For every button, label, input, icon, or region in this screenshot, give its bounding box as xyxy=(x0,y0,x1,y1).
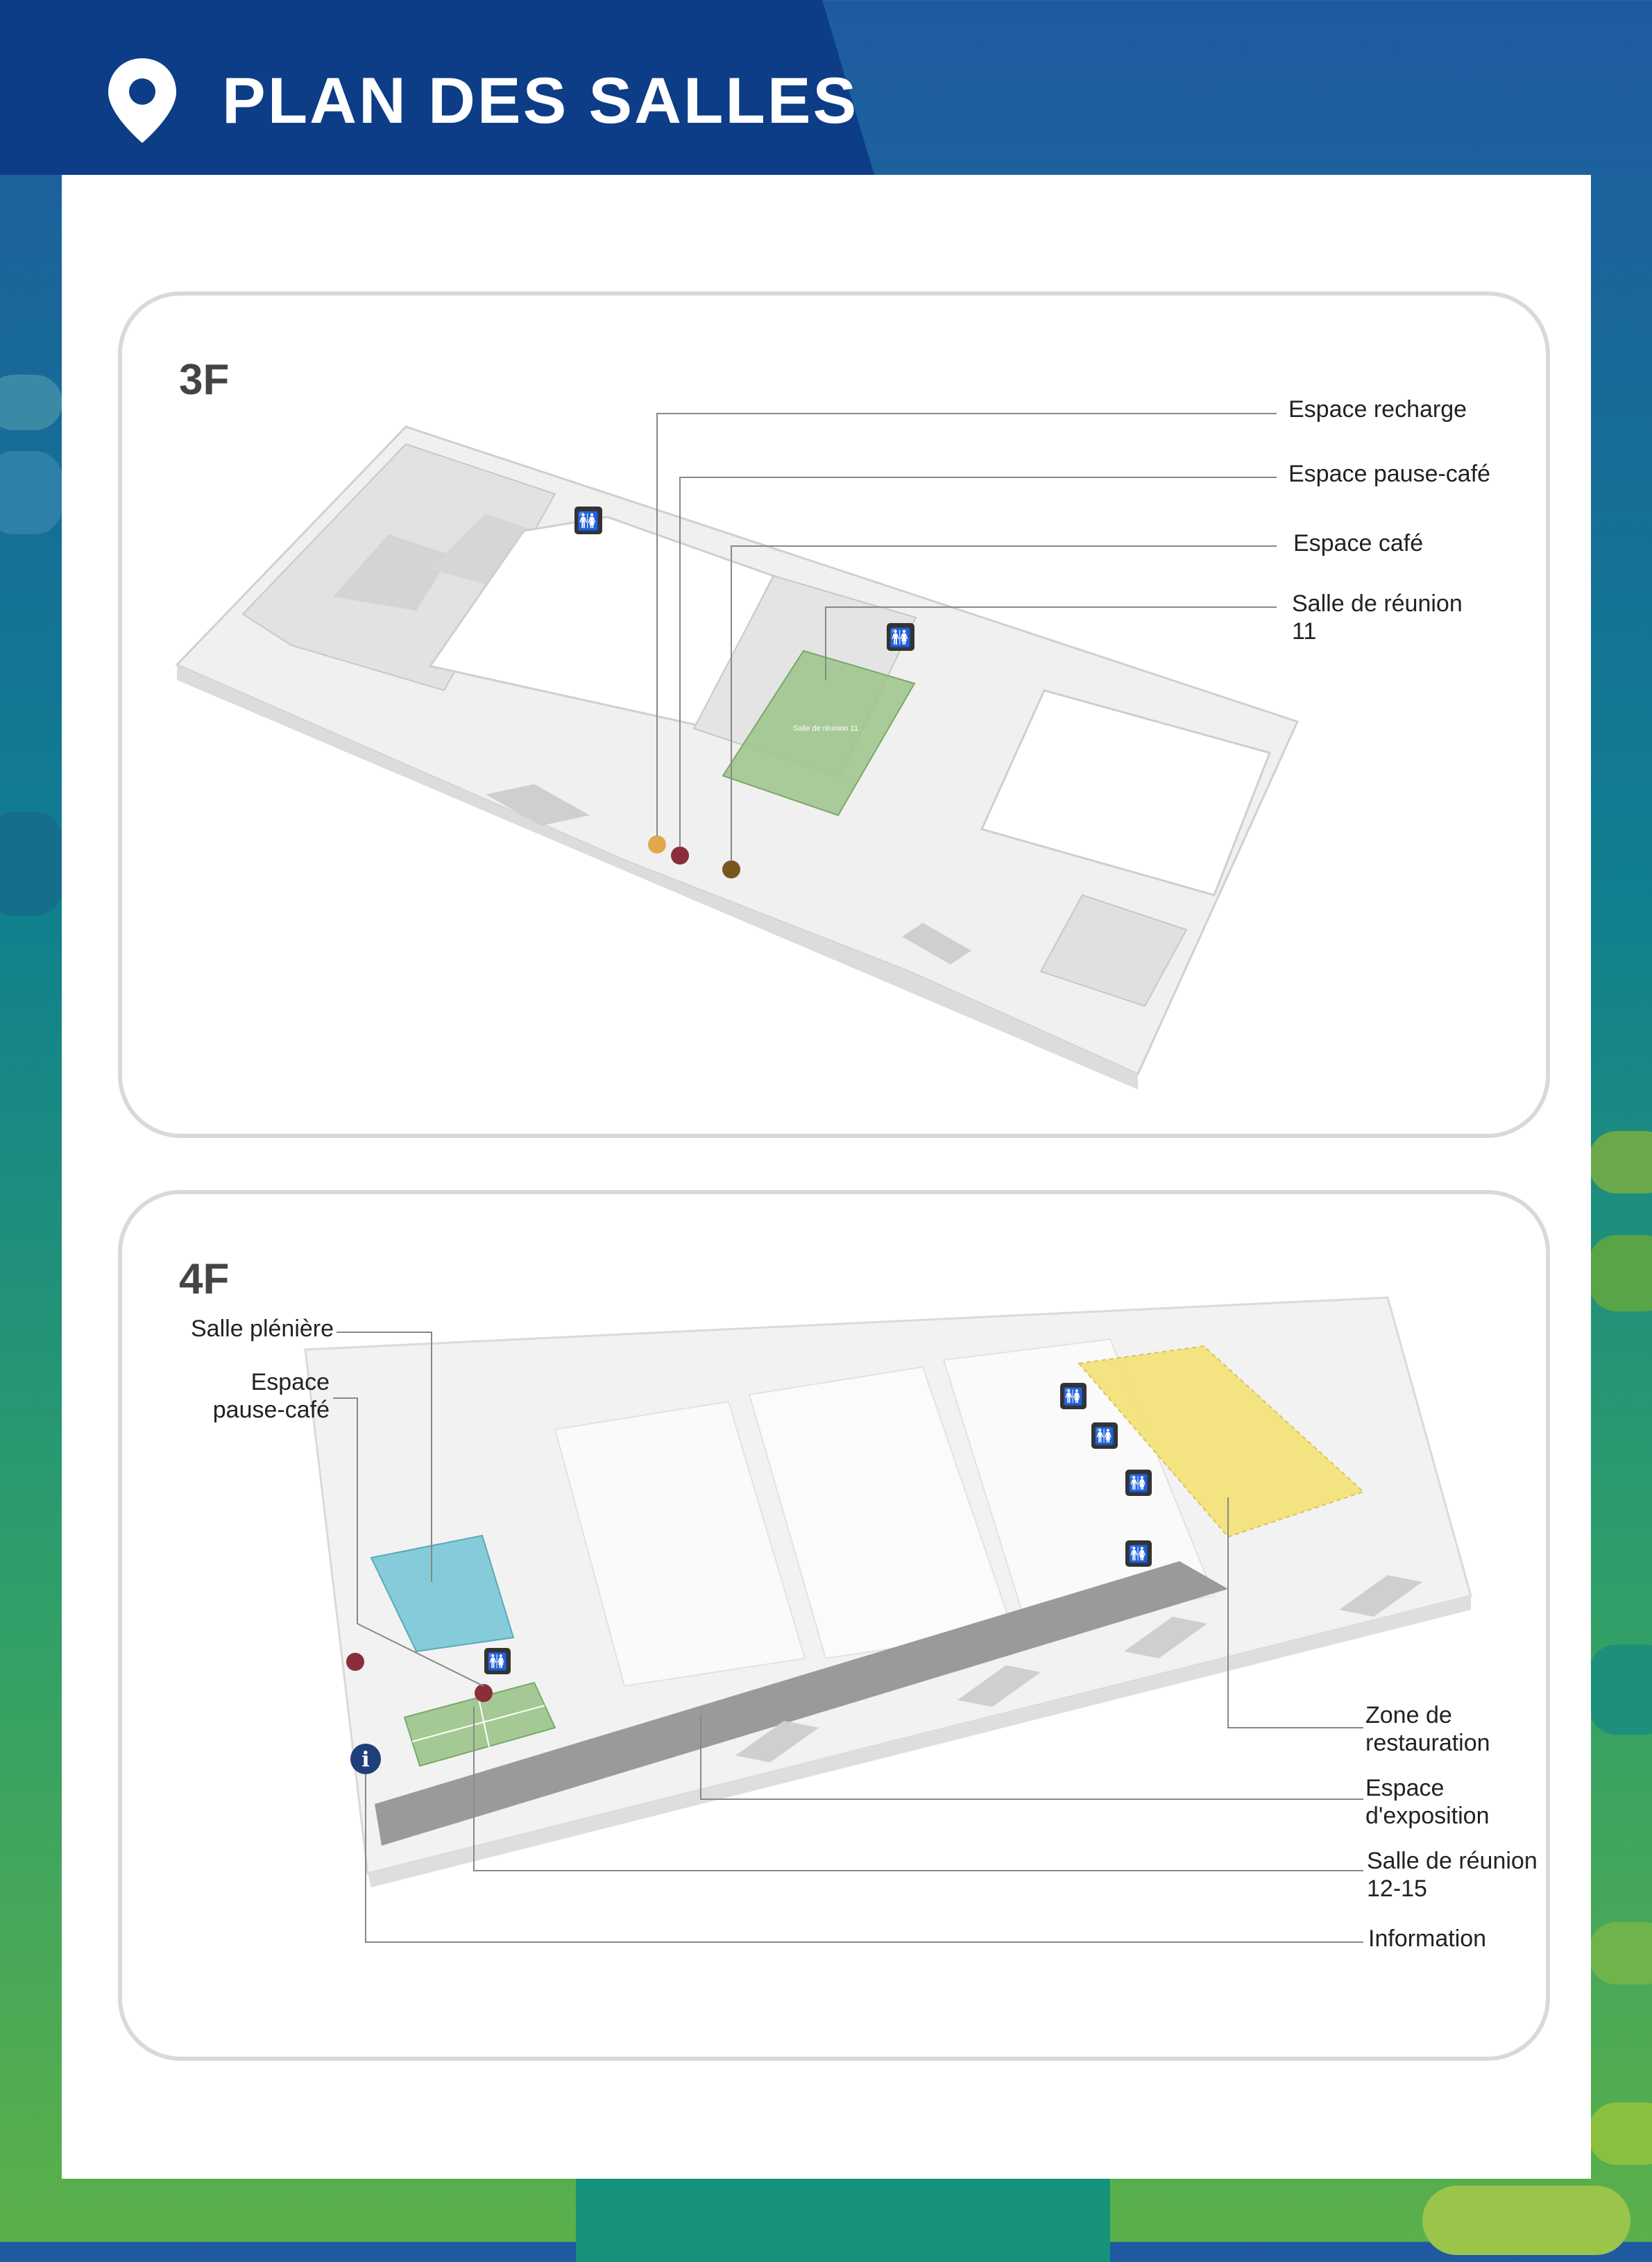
floor-3f-label: 3F xyxy=(179,356,230,404)
coffee-break-icon xyxy=(346,1653,364,1671)
svg-text:🚻: 🚻 xyxy=(1128,1474,1149,1493)
callout-information: Information xyxy=(1368,1925,1487,1952)
floor-4f-label: 4F xyxy=(179,1255,230,1303)
page-title: PLAN DES SALLES xyxy=(222,64,859,137)
svg-text:🚻: 🚻 xyxy=(1128,1545,1149,1564)
meeting-room-11-label: Salle de réunion 11 xyxy=(793,724,858,733)
svg-text:i: i xyxy=(361,1748,370,1772)
svg-text:🚻: 🚻 xyxy=(1094,1427,1115,1446)
callout-espace-pause-cafe-4f: Espace pause-café xyxy=(212,1369,330,1423)
callout-salle-pleniere: Salle plénière xyxy=(191,1316,334,1342)
svg-text:🚻: 🚻 xyxy=(487,1652,508,1672)
callout-salle-reunion-12-15: Salle de réunion 12-15 xyxy=(1367,1848,1538,1902)
callout-espace-recharge: Espace recharge xyxy=(1288,396,1467,423)
callout-espace-pause-cafe: Espace pause-café xyxy=(1288,461,1491,487)
callout-espace-exposition: Espace d'exposition xyxy=(1365,1775,1490,1829)
svg-text:🚻: 🚻 xyxy=(1063,1387,1084,1406)
callout-salle-reunion-11: Salle de réunion 11 xyxy=(1292,590,1463,645)
callout-espace-cafe: Espace café xyxy=(1293,530,1424,556)
callout-zone-restauration: Zone de restauration xyxy=(1365,1702,1490,1756)
svg-text:🚻: 🚻 xyxy=(577,511,600,532)
coffee-break-icon xyxy=(475,1684,493,1702)
svg-text:🚻: 🚻 xyxy=(889,628,912,649)
